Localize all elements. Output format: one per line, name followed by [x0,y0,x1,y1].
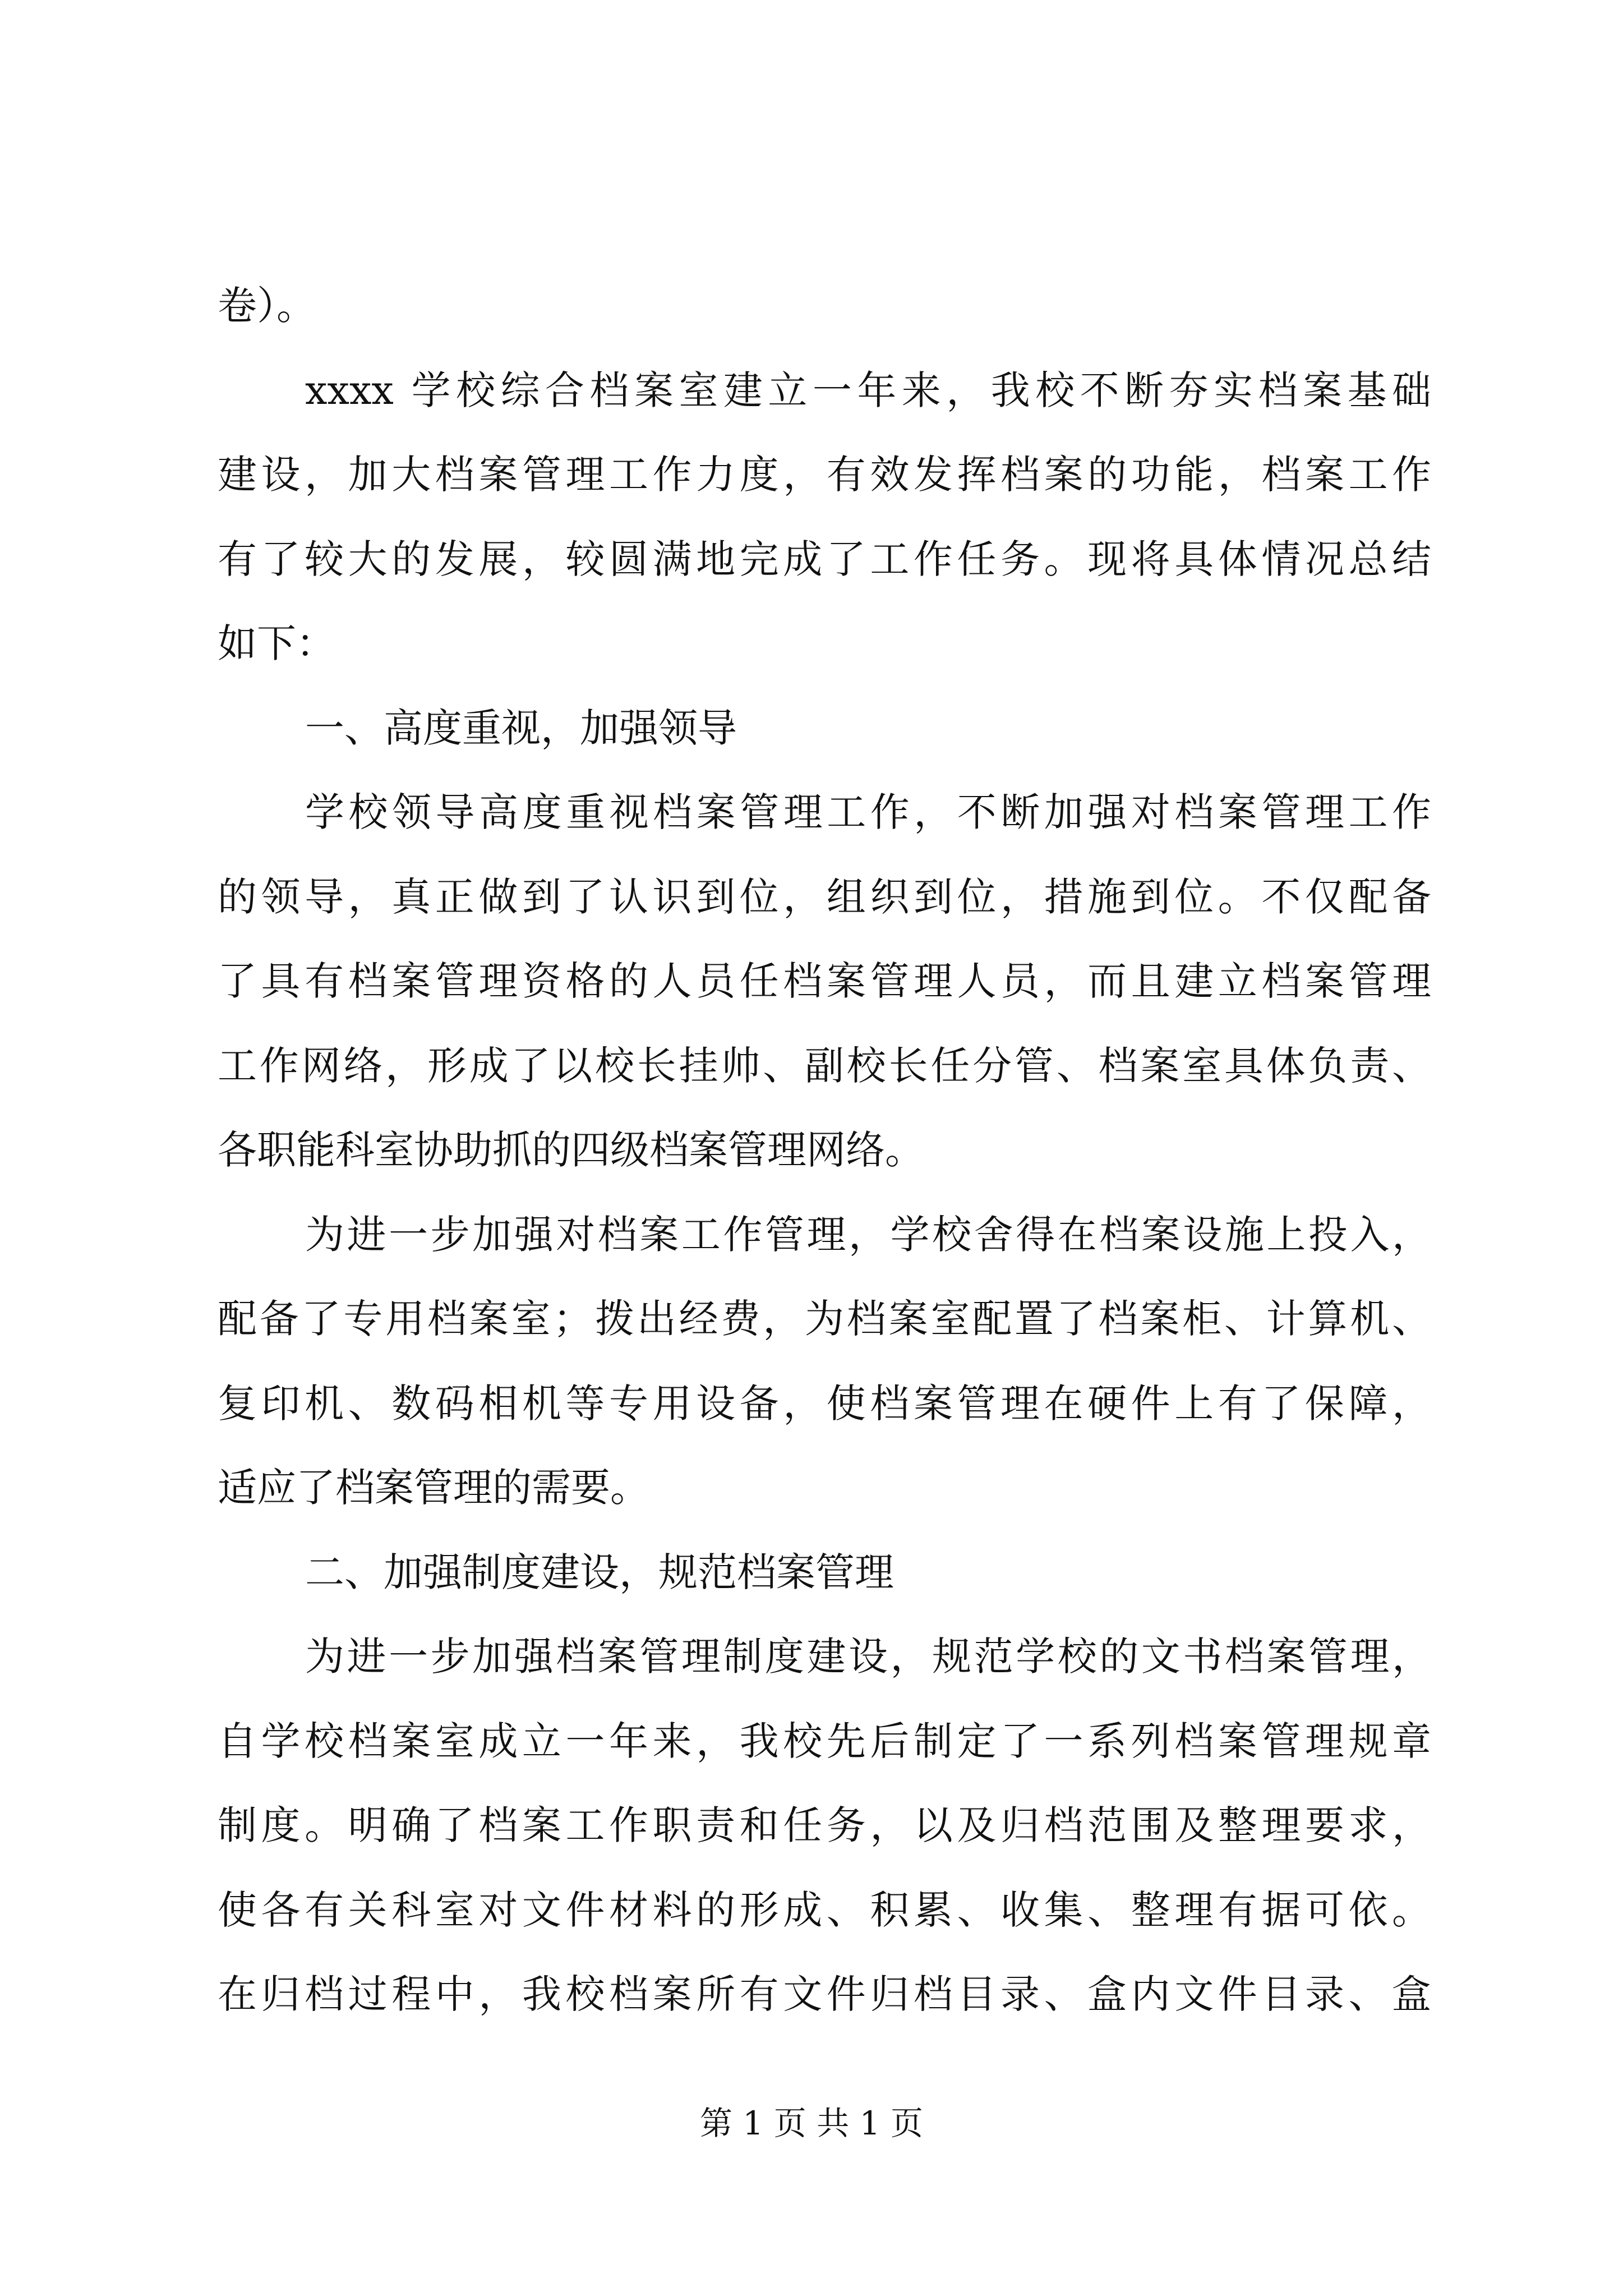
text-line: xxxx 学校综合档案室建立一年来，我校不断夯实档案基础 [305,367,1431,413]
text-line: 有了较大的发展，较圆满地完成了工作任务。现将具体情况总结 [218,536,1431,582]
page-footer [0,2101,1623,2146]
document-body [218,264,1431,2037]
page-number: 第 1 页 共 1 页 [700,2104,923,2142]
text-line: 使各有关科室对文件材料的形成、积累、收集、整理有据可依。 [218,1887,1431,1933]
section-heading: 一、高度重视，加强领导 [305,705,737,751]
text-line: 卷）。 [218,283,316,329]
text-line: 为进一步加强档案管理制度建设，规范学校的文书档案管理， [305,1634,1431,1680]
section-heading: 二、加强制度建设，规范档案管理 [305,1549,894,1595]
text-line: 的领导，真正做到了认识到位，组织到位，措施到位。不仅配备 [218,873,1431,920]
text-line: 在归档过程中，我校档案所有文件归档目录、盒内文件目录、盒 [218,1971,1431,2017]
text-line: 复印机、数码相机等专用设备，使档案管理在硬件上有了保障， [218,1380,1431,1427]
text-line: 自学校档案室成立一年来，我校先后制定了一系列档案管理规章 [218,1718,1431,1764]
text-line: 为进一步加强对档案工作管理，学校舍得在档案设施上投入， [305,1211,1431,1258]
text-line: 建设，加大档案管理工作力度，有效发挥档案的功能，档案工作 [218,452,1431,498]
text-line: 配备了专用档案室；拨出经费，为档案室配置了档案柜、计算机、 [218,1296,1431,1342]
text-line: 制度。明确了档案工作职责和任务，以及归档范围及整理要求， [218,1802,1431,1848]
text-line: 如下： [218,620,335,666]
text-line: 适应了档案管理的需要。 [218,1465,649,1511]
text-line: 各职能科室协助抓的四级档案管理网络。 [218,1127,924,1173]
text-line: 学校领导高度重视档案管理工作，不断加强对档案管理工作 [305,789,1431,835]
text-line: 工作网络，形成了以校长挂帅、副校长任分管、档案室具体负责、 [218,1042,1431,1089]
text-line: 了具有档案管理资格的人员任档案管理人员，而且建立档案管理 [218,958,1431,1004]
